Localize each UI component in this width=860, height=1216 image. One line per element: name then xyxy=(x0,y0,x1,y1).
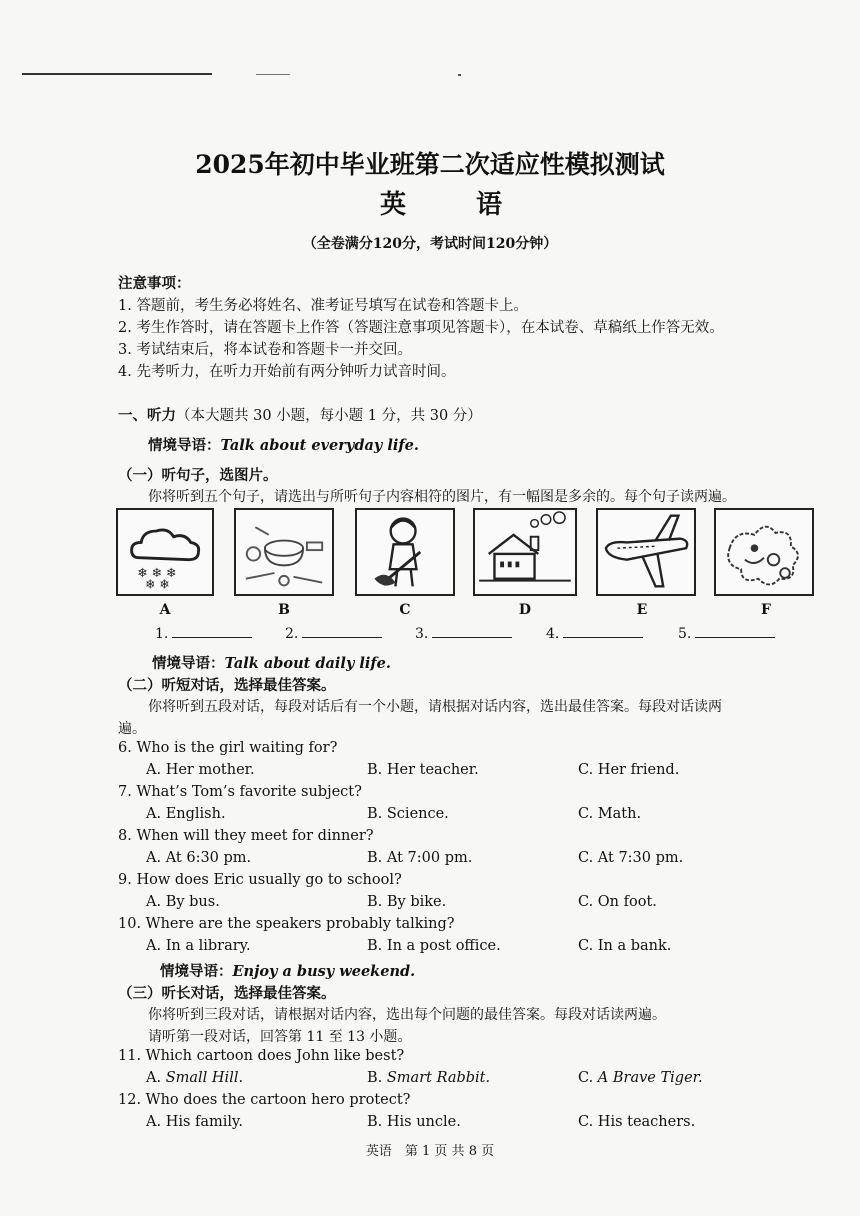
option-b[interactable]: B. By bike. xyxy=(367,894,447,910)
boy-sweeping-icon xyxy=(357,510,453,594)
question: 11. Which cartoon does John like best? xyxy=(118,1048,405,1064)
scenario-guide xyxy=(148,434,419,455)
guide-label: 情境导语： xyxy=(160,963,233,980)
note-item-text: 2. 考生作答时，请在答题卡上作答（答题注意事项见答题卡），在本试卷、草稿纸上作答无效。 xyxy=(118,320,724,336)
guide-text: Enjoy a busy weekend. xyxy=(232,963,416,980)
part-instructions: 你将听到五段对话，每段对话后有一个小题，请根据对话内容，选出最佳答案。每段对话读两 xyxy=(148,699,722,715)
option-b[interactable]: B. In a post office. xyxy=(367,938,501,954)
question: 10. Where are the speakers probably talking? xyxy=(118,916,455,932)
option-b[interactable]: B. At 7:00 pm. xyxy=(367,850,473,866)
question: 9. How does Eric usually go to school? xyxy=(118,872,402,888)
option-a[interactable]: A. His family. xyxy=(146,1114,243,1130)
scenario-guide xyxy=(160,960,415,981)
part-instructions: 你将听到五个句子，请选出与所听句子内容相符的图片，有一幅图是多余的。每个句子读两遍。 xyxy=(148,489,736,505)
note-item: 1. 答题前，考生务必将姓名、准考证号填写在试卷和答题卡上。 xyxy=(118,298,528,314)
option-c[interactable]: C. At 7:30 pm. xyxy=(578,850,684,866)
option-b[interactable]: B. Smart Rabbit. xyxy=(367,1070,491,1086)
question: 8. When will they meet for dinner? xyxy=(118,828,374,844)
guide-text: Talk about daily life. xyxy=(224,655,391,672)
option-a[interactable]: A. Her mother. xyxy=(146,762,255,778)
part-instructions-cont: 遍。 xyxy=(118,721,146,737)
part-sub-instructions: 请听第一段对话，回答第 11 至 13 小题。 xyxy=(148,1029,412,1045)
top-rule-short xyxy=(256,74,290,75)
answer-blank[interactable]: 2. xyxy=(285,625,382,642)
picture-label: F xyxy=(761,602,771,618)
exam-title: 2025年初中毕业班第二次适应性模拟测试 xyxy=(195,150,665,179)
top-dot xyxy=(458,74,461,76)
option-b[interactable]: B. Her teacher. xyxy=(367,762,479,778)
option-b[interactable]: B. His uncle. xyxy=(367,1114,461,1130)
picture-b xyxy=(234,508,334,596)
picture-label: B xyxy=(278,602,290,618)
section-title: 一、听力 xyxy=(118,407,176,424)
svg-text:❄ ❄: ❄ ❄ xyxy=(144,576,170,592)
picture-c xyxy=(355,508,455,596)
option-a[interactable]: A. In a library. xyxy=(146,938,251,954)
page-footer: 英语 第 1 页 共 8 页 xyxy=(365,1144,495,1159)
part-title: （三）听长对话，选择最佳答案。 xyxy=(118,985,336,1002)
question: 12. Who does the cartoon hero protect? xyxy=(118,1092,411,1108)
option-c[interactable]: C. In a bank. xyxy=(578,938,672,954)
answer-blank[interactable]: 3. xyxy=(415,625,512,642)
picture-a xyxy=(116,508,214,596)
airplane-icon xyxy=(598,510,694,594)
option-c[interactable]: C. Math. xyxy=(578,806,642,822)
answer-blank[interactable]: 5. xyxy=(678,625,775,642)
picture-label: C xyxy=(399,602,411,618)
option-a[interactable]: A. English. xyxy=(146,806,226,822)
option-c[interactable]: C. On foot. xyxy=(578,894,657,910)
snow-cloud-icon xyxy=(118,510,212,594)
svg-text:❄ ❄ ❄: ❄ ❄ ❄ xyxy=(137,564,177,580)
top-rule xyxy=(22,73,212,75)
picture-label: D xyxy=(518,602,532,618)
option-a[interactable]: A. At 6:30 pm. xyxy=(146,850,252,866)
picture-d xyxy=(473,508,577,596)
note-item xyxy=(118,316,724,337)
option-c[interactable]: C. Her friend. xyxy=(578,762,680,778)
option-a[interactable]: A. By bus. xyxy=(146,894,220,910)
picture-f xyxy=(714,508,814,596)
note-item: 4. 先考听力，在听力开始前有两分钟听力试音时间。 xyxy=(118,364,456,380)
scenario-guide xyxy=(152,652,391,673)
option-c[interactable]: C. His teachers. xyxy=(578,1114,696,1130)
picture-label: A xyxy=(159,602,171,618)
score-note: （全卷满分120分，考试时间120分钟） xyxy=(302,236,558,252)
option-b[interactable]: B. Science. xyxy=(367,806,449,822)
answer-blank[interactable]: 1. xyxy=(155,625,252,642)
question: 6. Who is the girl waiting for? xyxy=(118,740,338,756)
section-note: （本大题共 30 小题，每小题 1 分，共 30 分） xyxy=(176,408,482,424)
part-title: （二）听短对话，选择最佳答案。 xyxy=(118,677,336,694)
picture-e xyxy=(596,508,696,596)
guide-label: 情境导语： xyxy=(152,655,225,672)
dragon-icon xyxy=(716,510,812,594)
section-heading xyxy=(118,404,482,425)
question: 7. What’s Tom’s favorite subject? xyxy=(118,784,362,800)
option-c[interactable]: C. A Brave Tiger. xyxy=(578,1070,703,1086)
part-instructions: 你将听到三段对话，请根据对话内容，选出每个问题的最佳答案。每段对话读两遍。 xyxy=(148,1007,666,1023)
kitchen-tools-icon xyxy=(236,510,332,594)
picture-label: E xyxy=(636,602,648,618)
notes-heading: 注意事项： xyxy=(118,275,191,292)
subject-title: 英 语 xyxy=(379,190,524,220)
option-a[interactable]: A. Small Hill. xyxy=(146,1070,244,1086)
part-title: （一）听句子，选图片。 xyxy=(118,467,278,484)
house-icon xyxy=(475,510,575,594)
answer-blank[interactable]: 4. xyxy=(546,625,643,642)
guide-label: 情境导语： xyxy=(148,437,221,454)
note-item: 3. 考试结束后，将本试卷和答题卡一并交回。 xyxy=(118,342,412,358)
guide-text: Talk about everyday life. xyxy=(220,437,419,454)
